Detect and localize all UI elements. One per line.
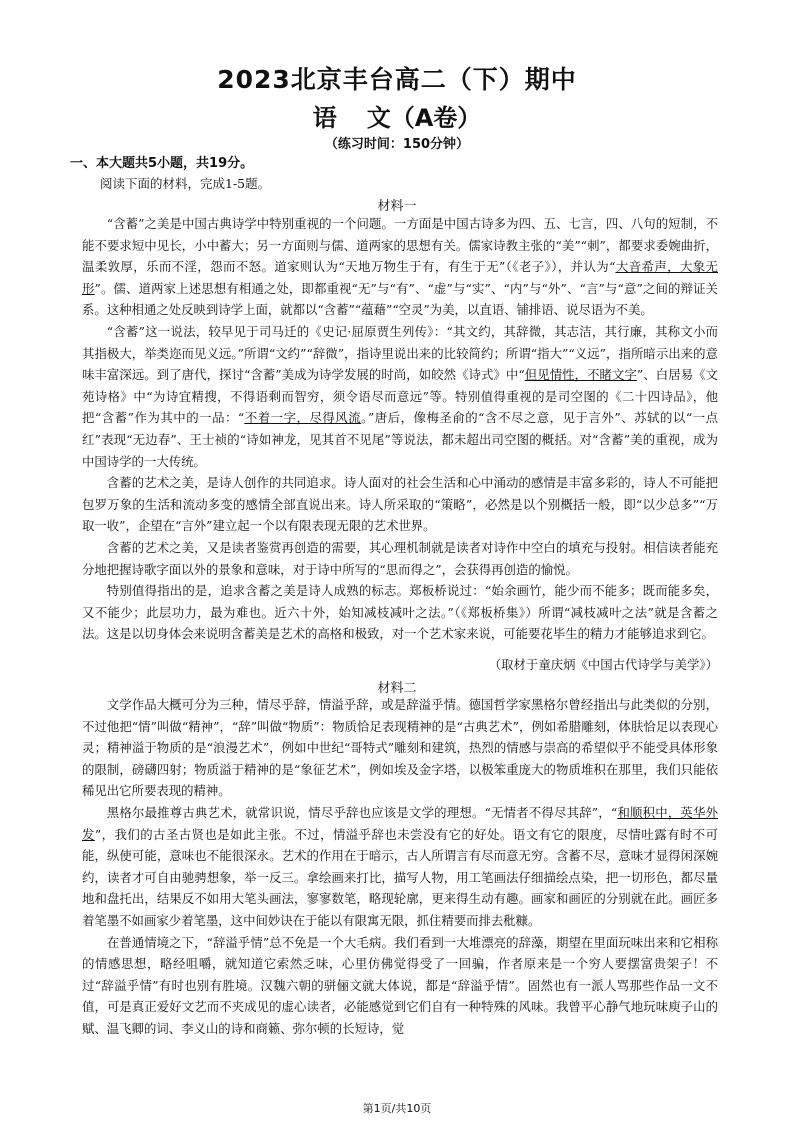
underlined-text: 不着一字，尽得风流 [244, 410, 362, 426]
text-run: 。”唐后，像梅圣俞的“含不尽之意，见于言外”、苏轼的以“一点红”表现“无边春”、王士祯的“诗如神龙，见其首不见尾”等说法，都未超出司空图的概括。对“含蓄”美的重视，成为中国诗学的一大传统。 [82, 410, 719, 469]
subject-char-1: 语 [312, 104, 337, 132]
underlined-text: 但见情性，不睹文字 [524, 367, 637, 383]
material-two-paragraph-1: 文学作品大概可分为三种，情尽乎辞，情溢乎辞，或是辞溢乎情。德国哲学家黑格尔曾经指出与此类似的分别，不过他把“情”叫做“精神”，“辞”叫做“物质”：物质恰足表现精神的是“古典艺术”，例如希腊雕刻，体肤恰足以表现心灵；精神溢于物质的是“浪漫艺术”，例如中世纪“哥特式”雕刻和建筑，热烈的情感与崇高的希望似乎不能受具体形象的限制，磅礴四射；物质溢于精神的是“象征艺术”，例如埃及金字塔，以极笨重庞大的物质堆积在那里，我们只能依稀见出它所要表现的精神。 [82, 697, 718, 799]
section-instruction: 阅读下面的材料，完成1-5题。 [100, 176, 271, 191]
material-one-paragraph-4: 含蓄的艺术之美，又是读者鉴赏再创造的需要，其心理机制就是读者对诗作中空白的填充与投射。相信读者能充分地把握诗歌字面以外的景象和意味，对于诗中所写的“思而得之”，会获得再创造的愉悦。 [82, 539, 718, 577]
material-two-paragraph-2 [82, 802, 718, 932]
subject-title [0, 98, 794, 133]
page-number: 第1页/共10页 [362, 1102, 432, 1115]
material-one-paragraph-3: 含蓄的艺术之美，是诗人创作的共同追求。诗人面对的社会生活和心中涌动的感情是丰富多彩的，诗人不可能把包罗万象的生活和流动多变的感情全部直说出来。诗人所采取的“策略”，必然是以个别概括一般，即“以少总多”“万取一收”，企望在“言外”建立起一个以有限表现无限的艺术世界。 [82, 475, 718, 534]
text-run: ”、白居易《文苑诗格》中“为诗宜精搜，不得语剩而智穷，须令语尽而意远”等。特别值得重视的是司空图的《二十四诗品》，他把“含蓄”作为其中的一品：“ [82, 367, 719, 426]
subject-char-2: 文（A卷） [366, 104, 482, 132]
material-one-paragraph-1 [82, 213, 718, 321]
material-two-paragraph-3: 在普通情境之下，“辞溢乎情”总不免是一个大毛病。我们看到一大堆漂亮的辞藻，期望在里面玩味出来和它相称的情感思想，略经咀嚼，就知道它索然乏味，心里仿佛觉得受了一回骗，作者原来是一个穷人要摆富贵架子！不过“辞溢乎情”有时也别有胜境。汉魏六朝的骈俪文就大体说，都是“辞溢乎情”。固然也有一派人骂那些作品一文不值，可是真正爱好文艺而不夹成见的虚心读者，必能感觉到它们自有一种特殊的风味。我曾平心静气地玩味庾子山的赋、温飞卿的词、李义山的诗和商籁、弥尔顿的长短诗，觉 [82, 934, 718, 1036]
text-run: ”，我们的古圣古贤也是如此主张。不过，情溢乎辞也未尝没有它的好处。语文有它的限度，尽情吐露有时不可能，纵使可能，意味也不能很深永。艺术的作用在于暗示，古人所谓言有尽而意无穷。含蓄不尽，意味才显得闲深婉约，读者才可自由驰骋想象，举一反三。拿绘画来打比，描写人物，用工笔画法仔细描绘点染，把一切形色，都尽量地和盘托出，结果反不如用大笔头画法，寥寥数笔，略现轮廓，更来得生动有趣。画家和画匠的分别就在此。画匠多着笔墨不如画家少着笔墨，这中间妙诀在于能以有限寓无限，抓住精要而排去秕糠。 [82, 826, 718, 928]
text-run: 黑格尔最推尊古典艺术，就常识说，情尽乎辞也应该是文学的理想。“无情者不得尽其辞”，“ [106, 804, 618, 820]
underlined-text: 大音希声，大象无形 [82, 259, 719, 296]
material-one-paragraph-2 [82, 321, 718, 472]
material-two-heading: 材料二 [377, 681, 417, 696]
exam-title: 2023北京丰台高二（下）期中 [217, 65, 577, 94]
material-one-source: （取材于童庆炳《中国古代诗学与美学》） [488, 657, 718, 672]
text-run: “含蓄”之美是中国古典诗学中特别重视的一个问题。一方面是中国古诗多为四、五、七言，四、八句的短制，不能不要求短中见长，小中蓄大；另一方面则与儒、道两家的思想有关。儒家诗教主张的“美”“刺”，都要求委婉曲折，温柔敦厚，乐而不淫，怨而不怒。道家则认为“天地万物生于有，有生于无”（《老子》），并认为“ [82, 216, 718, 275]
text-run: “含蓄”这一说法，较早见于司马迁的《史记·屈原贾生列传》：“其文约，其辞微，其志洁，其行廉，其称文小而其指极大，举类迩而见义远。”所谓“文约”“辞微”，指诗里说出来的比较简约；所谓“指大”“义远”，指所暗示出来的意味丰富深远。到了唐代，探讨“含蓄”美成为诗学发展的时尚，如皎然《诗式》中“ [82, 323, 718, 383]
underlined-text: 和顺积中，英华外发 [82, 804, 718, 842]
material-one-text [82, 213, 718, 645]
exam-duration: （练习时间：150分钟） [324, 137, 470, 152]
section-heading: 一、本大题共5小题，共19分。 [70, 156, 254, 171]
material-one-heading: 材料一 [377, 199, 417, 214]
material-one-paragraph-5: 特别值得指出的是，追求含蓄之美是诗人成熟的标志。郑板桥说过：“始余画竹，能少而不能多；既而能多矣，又不能少；此层功力，最为难也。近六十外，始知减枝减叶之法。”（《郑板桥集》）所谓“减枝减叶之法”就是含蓄之法。这是以切身体会来说明含蓄美是艺术的高格和极致，对一个艺术家来说，可能要花毕生的精力才能够追求到它。 [82, 583, 718, 642]
material-two-text [82, 694, 718, 1040]
text-run: ”。儒、道两家上述思想有相通之处，即都重视“无”与“有”、“虚”与“实”、“内”与“外”、“言”与“意”之间的辩证关系。这种相通之处反映到诗学上面，就都以“含蓄”“蕴藉”“空灵”为美，以直语、铺排语、说尽语为不美。 [82, 280, 719, 318]
